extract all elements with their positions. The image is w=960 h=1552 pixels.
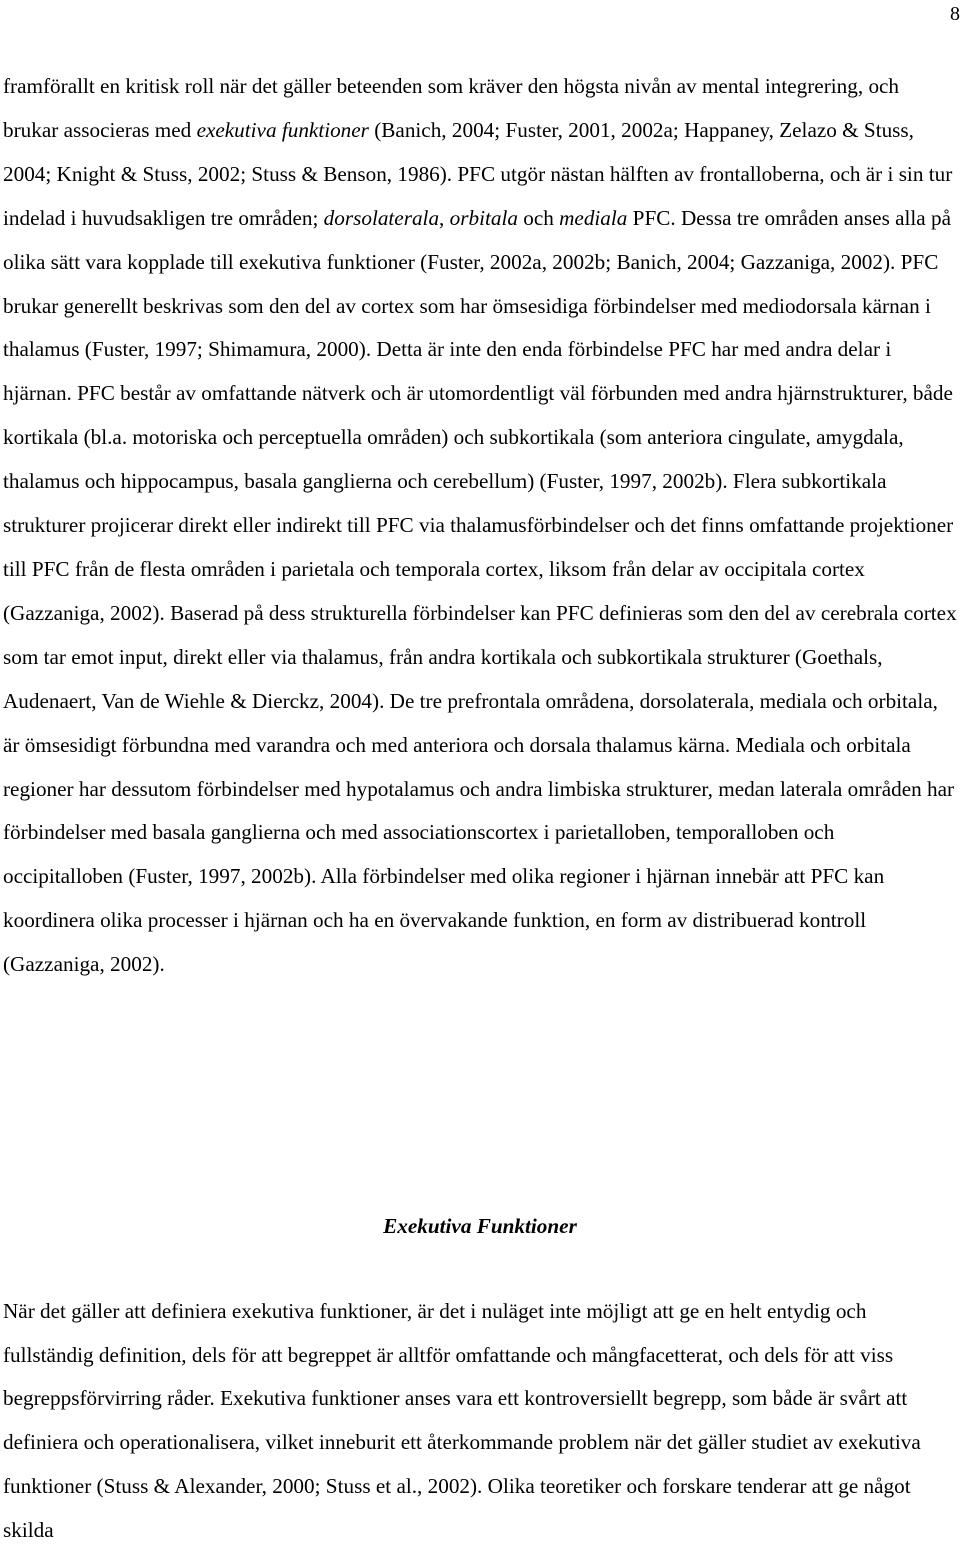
paragraph-1-text: (Banich, 2004; Fuster, 2001, 2002a; Happaney, Zelazo & Stuss, 2004; Knight & Stuss, 2002; Stuss & Benson, 1986). PFC utgör nästan hälften av frontalloberna, och är i sin tur indelad i huvudsakligen tre områden; [3,117,953,230]
section-heading: Exekutiva Funktioner [383,1214,577,1238]
body-paragraph-2: När det gäller att definiera exekutiva funktioner, är det i nuläget inte möjligt att ge en helt entydig och fullständig definition, dels för att begreppet är alltför omfattande och mångfacetterat, och dels för att viss begreppsförvirring råder. Exekutiva funktioner anses vara ett kontroversiellt begrepp, som både är svårt att definiera och operationalisera, vilket inneburit ett återkommande problem när det gäller studiet av exekutiva funktioner (Stuss & Alexander, 2000; Stuss et al., 2002). Olika teoretiker och forskare tenderar att ge något skilda [3,1299,921,1542]
term-mediala: mediala [559,205,628,230]
term-orbitala: orbitala [449,205,518,230]
paragraph-1-text: framförallt en kritisk roll när det gäller beteenden som kräver den högsta nivån av mental integrering, och brukar associeras med [3,74,900,142]
paragraph-1-text: , [439,205,450,230]
paragraph-1-text: PFC. Dessa tre områden anses alla på olika sätt vara kopplade till exekutiva funktioner (Fuster, 2002a, 2002b; Banich, 2004; Gazzaniga, 2002). PFC brukar generellt beskrivas som den del av cortex som har ömsesidiga förbindelser med mediodorsala kärnan i thalamus (Fuster, 1997; Shimamura, 2000). Detta är inte den enda förbindelse PFC har med andra delar i hjärnan. PFC består av omfattande nätverk och är utomordentligt väl förbunden med andra hjärnstrukturer, både kortikala (bl.a. motoriska och perceptuella områden) och subkortikala (som anteriora cingulate, amygdala, thalamus och hippocampus, basala ganglierna och cerebellum) (Fuster, 1997, 2002b). Flera subkortikala strukturer projicerar direkt eller indirekt till PFC via thalamusförbindelser och det finns omfattande projektioner till PFC från de flesta områden i parietala och temporala cortex, liksom från delar av occipitala cortex (Gazzaniga, 2002). Baserad på dess strukturella förbindelser kan PFC definieras som den del av cerebrala cortex som tar emot input, direkt eller via thalamus, från andra kortikala och subkortikala strukturer (Goethals, Audenaert, Van de Wiehle & Dierckz, 2004). De tre prefrontala områdena, dorsolaterala, mediala och orbitala, är ömsesidigt förbundna med varandra och med anteriora och dorsala thalamus kärna. Mediala och orbitala regioner har dessutom förbindelser med hypotalamus och andra limbiska strukturer, medan laterala områden har förbindelser med basala ganglierna och med associationscortex i parietalloben, temporalloben och occipitalloben (Fuster, 1997, 2002b). Alla förbindelser med olika regioner i hjärnan innebär att PFC kan koordinera olika processer i hjärnan och ha en övervakande funktion, en form av distribuerad kontroll (Gazzaniga, 2002). [3,205,957,977]
page-number: 8 [950,3,960,25]
term-dorsolaterala: dorsolaterala [323,205,440,230]
body-paragraph-1 [3,65,958,987]
paragraph-1-text: och [517,205,560,230]
term-exekutiva-funktioner: exekutiva funktioner [196,117,369,142]
